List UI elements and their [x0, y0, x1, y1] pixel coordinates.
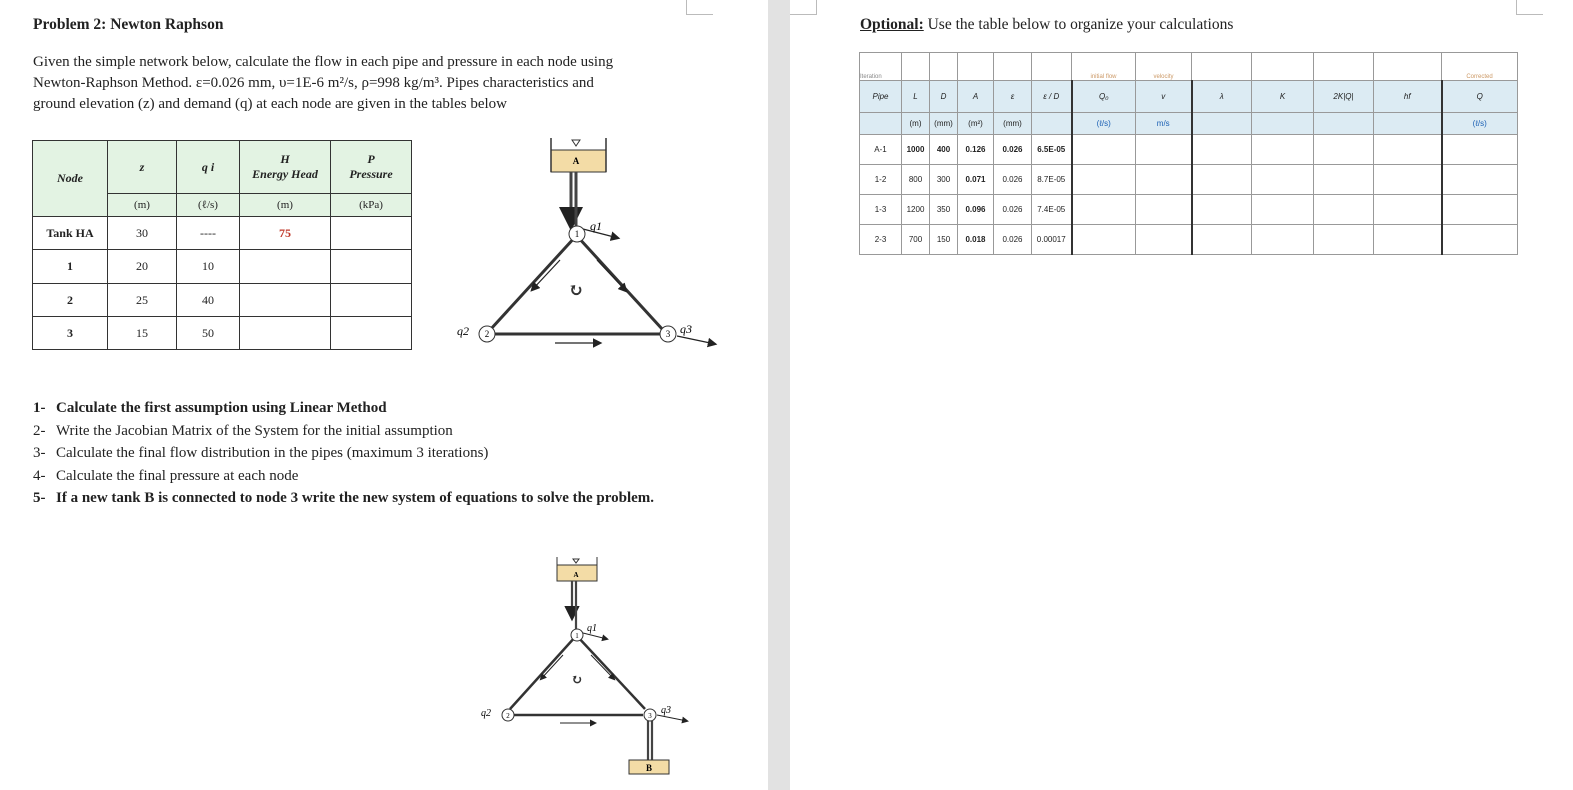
col-header: Pipe	[860, 81, 902, 113]
cell-roughness: 0.026	[994, 195, 1032, 225]
col-header: λ	[1192, 81, 1252, 113]
cell-roughness: 0.026	[994, 135, 1032, 165]
table-row	[33, 317, 412, 350]
flow-arrow	[597, 260, 626, 291]
cell-length: 1000	[902, 135, 930, 165]
col-unit	[1252, 113, 1314, 135]
col-unit: (ℓ/s)	[1442, 113, 1518, 135]
col-header: L	[902, 81, 930, 113]
cell-area: 0.126	[958, 135, 994, 165]
table-row	[33, 217, 412, 250]
tank-label: A	[572, 156, 580, 166]
cell-h	[240, 250, 331, 284]
tank-label: B	[645, 763, 653, 773]
cell-node: Tank HA	[33, 217, 108, 250]
demand-label: q2	[457, 324, 469, 338]
cell-node: 2	[33, 284, 108, 317]
col-header: D	[930, 81, 958, 113]
cell-z: 30	[108, 217, 177, 250]
cell-diameter: 300	[930, 165, 958, 195]
tank-label: A	[573, 571, 579, 579]
header-row	[860, 81, 1518, 113]
demand-label: q3	[661, 705, 671, 716]
cell-roughness: 0.026	[994, 225, 1032, 255]
flow-arrow	[532, 260, 560, 290]
task-item: 3- Calculate the final flow distribution in the pipes (maximum 3 iterations)	[33, 445, 489, 461]
corrected-label: Corrected	[1442, 53, 1518, 81]
cell-q: 10	[177, 250, 240, 284]
cell-pipe: 2-3	[860, 225, 902, 255]
table-row	[860, 165, 1518, 195]
cell-pipe: A-1	[860, 135, 902, 165]
cell-length: 800	[902, 165, 930, 195]
node-label: 1	[574, 229, 580, 239]
demand-label: q3	[680, 322, 692, 336]
pipe-network-diagram	[440, 130, 730, 360]
iteration-label: Iteration	[860, 53, 902, 81]
loop-direction-icon: ↻	[568, 280, 584, 300]
pipe-12	[510, 636, 576, 709]
header-p: P Pressure	[331, 141, 412, 194]
cell-relative-roughness: 7.4E-05	[1032, 195, 1072, 225]
page-corner-mark	[1516, 0, 1543, 15]
unit-z: (m)	[108, 194, 177, 217]
cell-area: 0.018	[958, 225, 994, 255]
col-unit: (ℓ/s)	[1072, 113, 1136, 135]
initial-flow-label: initial flow	[1072, 53, 1136, 81]
cell-q: 50	[177, 317, 240, 350]
node-label: 3	[648, 712, 652, 720]
header-h: H Energy Head	[240, 141, 331, 194]
col-header: 2K|Q|	[1314, 81, 1374, 113]
cell-diameter: 350	[930, 195, 958, 225]
col-unit: (mm)	[930, 113, 958, 135]
col-unit	[1314, 113, 1374, 135]
col-unit	[860, 113, 902, 135]
pipe-13	[577, 636, 645, 709]
cell-relative-roughness: 6.5E-05	[1032, 135, 1072, 165]
col-unit	[1374, 113, 1442, 135]
calculation-table	[859, 52, 1518, 255]
col-unit	[1032, 113, 1072, 135]
velocity-label: velocity	[1136, 53, 1192, 81]
cell-h	[240, 284, 331, 317]
table-row	[860, 135, 1518, 165]
problem-statement	[33, 52, 693, 115]
flow-arrow	[591, 655, 614, 679]
unit-h: (m)	[240, 194, 331, 217]
col-header: A	[958, 81, 994, 113]
flow-arrow	[541, 655, 563, 679]
cell-h: 75	[240, 217, 331, 250]
col-unit: (mm)	[994, 113, 1032, 135]
col-unit: m/s	[1136, 113, 1192, 135]
cell-diameter: 400	[930, 135, 958, 165]
cell-area: 0.096	[958, 195, 994, 225]
cell-z: 25	[108, 284, 177, 317]
table-top-row	[860, 53, 1518, 81]
pipe-12	[490, 236, 576, 330]
cell-roughness: 0.026	[994, 165, 1032, 195]
col-header: v	[1136, 81, 1192, 113]
loop-direction-icon: ↻	[571, 673, 583, 688]
cell-pipe: 1-2	[860, 165, 902, 195]
node-label: 2	[484, 329, 490, 339]
header-node: Node	[33, 141, 108, 217]
task-item: 5- If a new tank B is connected to node 3 write the new system of equations to solve the problem.	[33, 490, 655, 506]
demand-label: q1	[590, 219, 602, 233]
statement-line: ground elevation (z) and demand (q) at each node are given in the tables below	[33, 96, 507, 112]
task-item: 4- Calculate the final pressure at each node	[33, 467, 299, 484]
page-corner-mark	[790, 0, 817, 15]
cell-length: 1200	[902, 195, 930, 225]
cell-p	[331, 250, 412, 284]
col-header: K	[1252, 81, 1314, 113]
header-z: z	[108, 141, 177, 194]
problem-title: Problem 2: Newton Raphson	[33, 16, 224, 33]
left-page	[0, 0, 768, 790]
page-corner-mark	[686, 0, 713, 15]
task-list	[33, 397, 693, 510]
unit-row	[860, 113, 1518, 135]
cell-p	[331, 317, 412, 350]
table-row	[33, 250, 412, 284]
col-header: Q₀	[1072, 81, 1136, 113]
unit-p: (kPa)	[331, 194, 412, 217]
table-row	[33, 284, 412, 317]
cell-relative-roughness: 0.00017	[1032, 225, 1072, 255]
col-header: Q	[1442, 81, 1518, 113]
cell-relative-roughness: 8.7E-05	[1032, 165, 1072, 195]
statement-line: Newton-Raphson Method. ε=0.026 mm, υ=1E-6 m²/s, ρ=998 kg/m³. Pipes characteristics and	[33, 75, 594, 91]
cell-area: 0.071	[958, 165, 994, 195]
optional-text: Use the table below to organize your calculations	[923, 16, 1234, 33]
statement-line: Given the simple network below, calculate the flow in each pipe and pressure in each node using	[33, 54, 614, 70]
tank-a	[551, 138, 606, 172]
table-row	[860, 225, 1518, 255]
node-label: 2	[506, 712, 510, 720]
col-header: ε / D	[1032, 81, 1072, 113]
col-header: ε	[994, 81, 1032, 113]
cell-diameter: 150	[930, 225, 958, 255]
cell-z: 20	[108, 250, 177, 284]
task-item: 1- Calculate the first assumption using Linear Method	[33, 400, 387, 416]
pipe-13	[577, 236, 663, 330]
node-table	[32, 140, 412, 350]
cell-q: ----	[177, 217, 240, 250]
col-unit: (m)	[902, 113, 930, 135]
cell-q: 40	[177, 284, 240, 317]
cell-p	[331, 284, 412, 317]
col-unit: (m²)	[958, 113, 994, 135]
cell-pipe: 1-3	[860, 195, 902, 225]
cell-node: 3	[33, 317, 108, 350]
page-gutter	[768, 0, 790, 790]
unit-q: (ℓ/s)	[177, 194, 240, 217]
col-header: hf	[1374, 81, 1442, 113]
demand-arrow	[677, 336, 715, 344]
pipe-network-diagram-with-tank-b	[465, 555, 695, 780]
node-label: 3	[665, 329, 671, 339]
cell-h	[240, 317, 331, 350]
task-item: 2- Write the Jacobian Matrix of the System for the initial assumption	[33, 422, 453, 439]
cell-node: 1	[33, 250, 108, 284]
tank-b	[629, 760, 669, 774]
table-row	[860, 195, 1518, 225]
demand-label: q1	[587, 623, 597, 634]
cell-z: 15	[108, 317, 177, 350]
tank-a	[557, 557, 597, 581]
cell-length: 700	[902, 225, 930, 255]
header-q: q i	[177, 141, 240, 194]
optional-label: Optional:	[860, 16, 924, 33]
demand-label: q2	[481, 708, 491, 719]
optional-instruction	[860, 16, 1233, 34]
col-unit	[1192, 113, 1252, 135]
cell-p	[331, 217, 412, 250]
node-label: 1	[575, 632, 579, 640]
